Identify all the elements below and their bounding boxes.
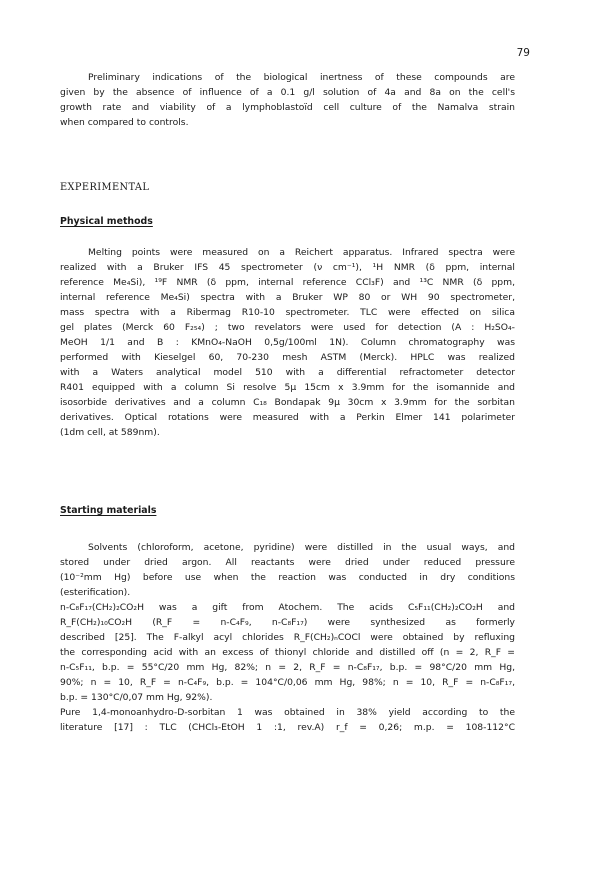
text-line: reference Me₄Si), ¹⁹F NMR (δ ppm, internal reference CCl₃F) and ¹³C NMR (δ ppm,: [60, 277, 515, 288]
subsection-heading-physical-methods: Physical methods: [60, 216, 153, 227]
text-line: MeOH 1/1 and B : KMnO₄-NaOH 0,5g/100ml 1N). Column chromatography was: [60, 337, 515, 348]
text-line: R401 equipped with a column Si resolve 5μ 15cm x 3.9mm for the isomannide and: [60, 382, 515, 393]
text-line: 90%; n = 10, R_F = n-C₄F₉, b.p. = 104°C/0,06 mm Hg, 98%; n = 10, R_F = n-C₈F₁₇,: [60, 677, 515, 688]
text-line: Solvents (chloroform, acetone, pyridine) were distilled in the usual ways, and: [88, 542, 515, 553]
text-line: (esterification).: [60, 587, 131, 598]
text-line: (1dm cell, at 589nm).: [60, 427, 160, 438]
text-line: derivatives. Optical rotations were measured with a Perkin Elmer 141 polarimeter: [60, 412, 515, 423]
text-line: Preliminary indications of the biological inertness of these compounds are: [88, 72, 515, 83]
text-line: described [25]. The F-alkyl acyl chlorides R_F(CH₂)ₙCOCl were obtained by refluxing: [60, 632, 515, 643]
text-line: when compared to controls.: [60, 117, 189, 128]
text-line: isosorbide derivatives and a column C₁₈ Bondapak 9μ 30cm x 3.9mm for the sorbitan: [60, 397, 515, 408]
text-line: mass spectra with a Ribermag R10-10 spectrometer. TLC were effected on silica: [60, 307, 515, 318]
starting-materials-paragraph: [60, 540, 515, 735]
text-line: literature [17] : TLC (CHCl₃-EtOH 1 :1, rev.A) r_f = 0,26; m.p. = 108-112°C: [60, 722, 515, 733]
text-line: gel plates (Merck 60 F₂₅₄) ; two revelators were used for detection (A : H₂SO₄-: [60, 322, 515, 333]
text-line: (10⁻²mm Hg) before use when the reaction was conducted in dry conditions: [60, 572, 515, 583]
text-line: n-C₈F₁₇(CH₂)₂CO₂H was a gift from Atochem. The acids C₅F₁₁(CH₂)₂CO₂H and: [60, 602, 515, 613]
text-line: given by the absence of influence of a 0.1 g/l solution of 4a and 8a on the cell's: [60, 87, 515, 98]
text-line: stored under dried argon. All reactants were dried under reduced pressure: [60, 557, 515, 568]
section-heading-experimental: EXPERIMENTAL: [60, 182, 150, 193]
text-line: Melting points were measured on a Reichert apparatus. Infrared spectra were: [88, 247, 515, 258]
text-line: the corresponding acid with an excess of thionyl chloride and distilled off (n = 2, R_F =: [60, 647, 515, 658]
physical-methods-paragraph: [60, 245, 515, 440]
text-line: growth rate and viability of a lymphoblastoïd cell culture of the Namalva strain: [60, 102, 515, 113]
intro-paragraph: [60, 70, 515, 130]
page-number: 79: [516, 47, 530, 59]
text-line: R_F(CH₂)₁₀CO₂H (R_F = n-C₄F₉, n-C₈F₁₇) were synthesized as formerly: [60, 617, 515, 628]
text-line: realized with a Bruker IFS 45 spectrometer (ν cm⁻¹), ¹H NMR (δ ppm, internal: [60, 262, 515, 273]
text-line: performed with Kieselgel 60, 70-230 mesh ASTM (Merck). HPLC was realized: [60, 352, 515, 363]
text-line: b.p. = 130°C/0,07 mm Hg, 92%).: [60, 692, 213, 703]
text-line: Pure 1,4-monoanhydro-D-sorbitan 1 was obtained in 38% yield according to the: [60, 707, 515, 718]
text-line: with a Waters analytical model 510 with a differential refractometer detector: [60, 367, 515, 378]
text-line: n-C₅F₁₁, b.p. = 55°C/20 mm Hg, 82%; n = 2, R_F = n-C₈F₁₇, b.p. = 98°C/20 mm Hg,: [60, 662, 515, 673]
subsection-heading-starting-materials: Starting materials: [60, 505, 157, 516]
text-line: internal reference Me₄Si) spectra with a Bruker WP 80 or WH 90 spectrometer,: [60, 292, 515, 303]
